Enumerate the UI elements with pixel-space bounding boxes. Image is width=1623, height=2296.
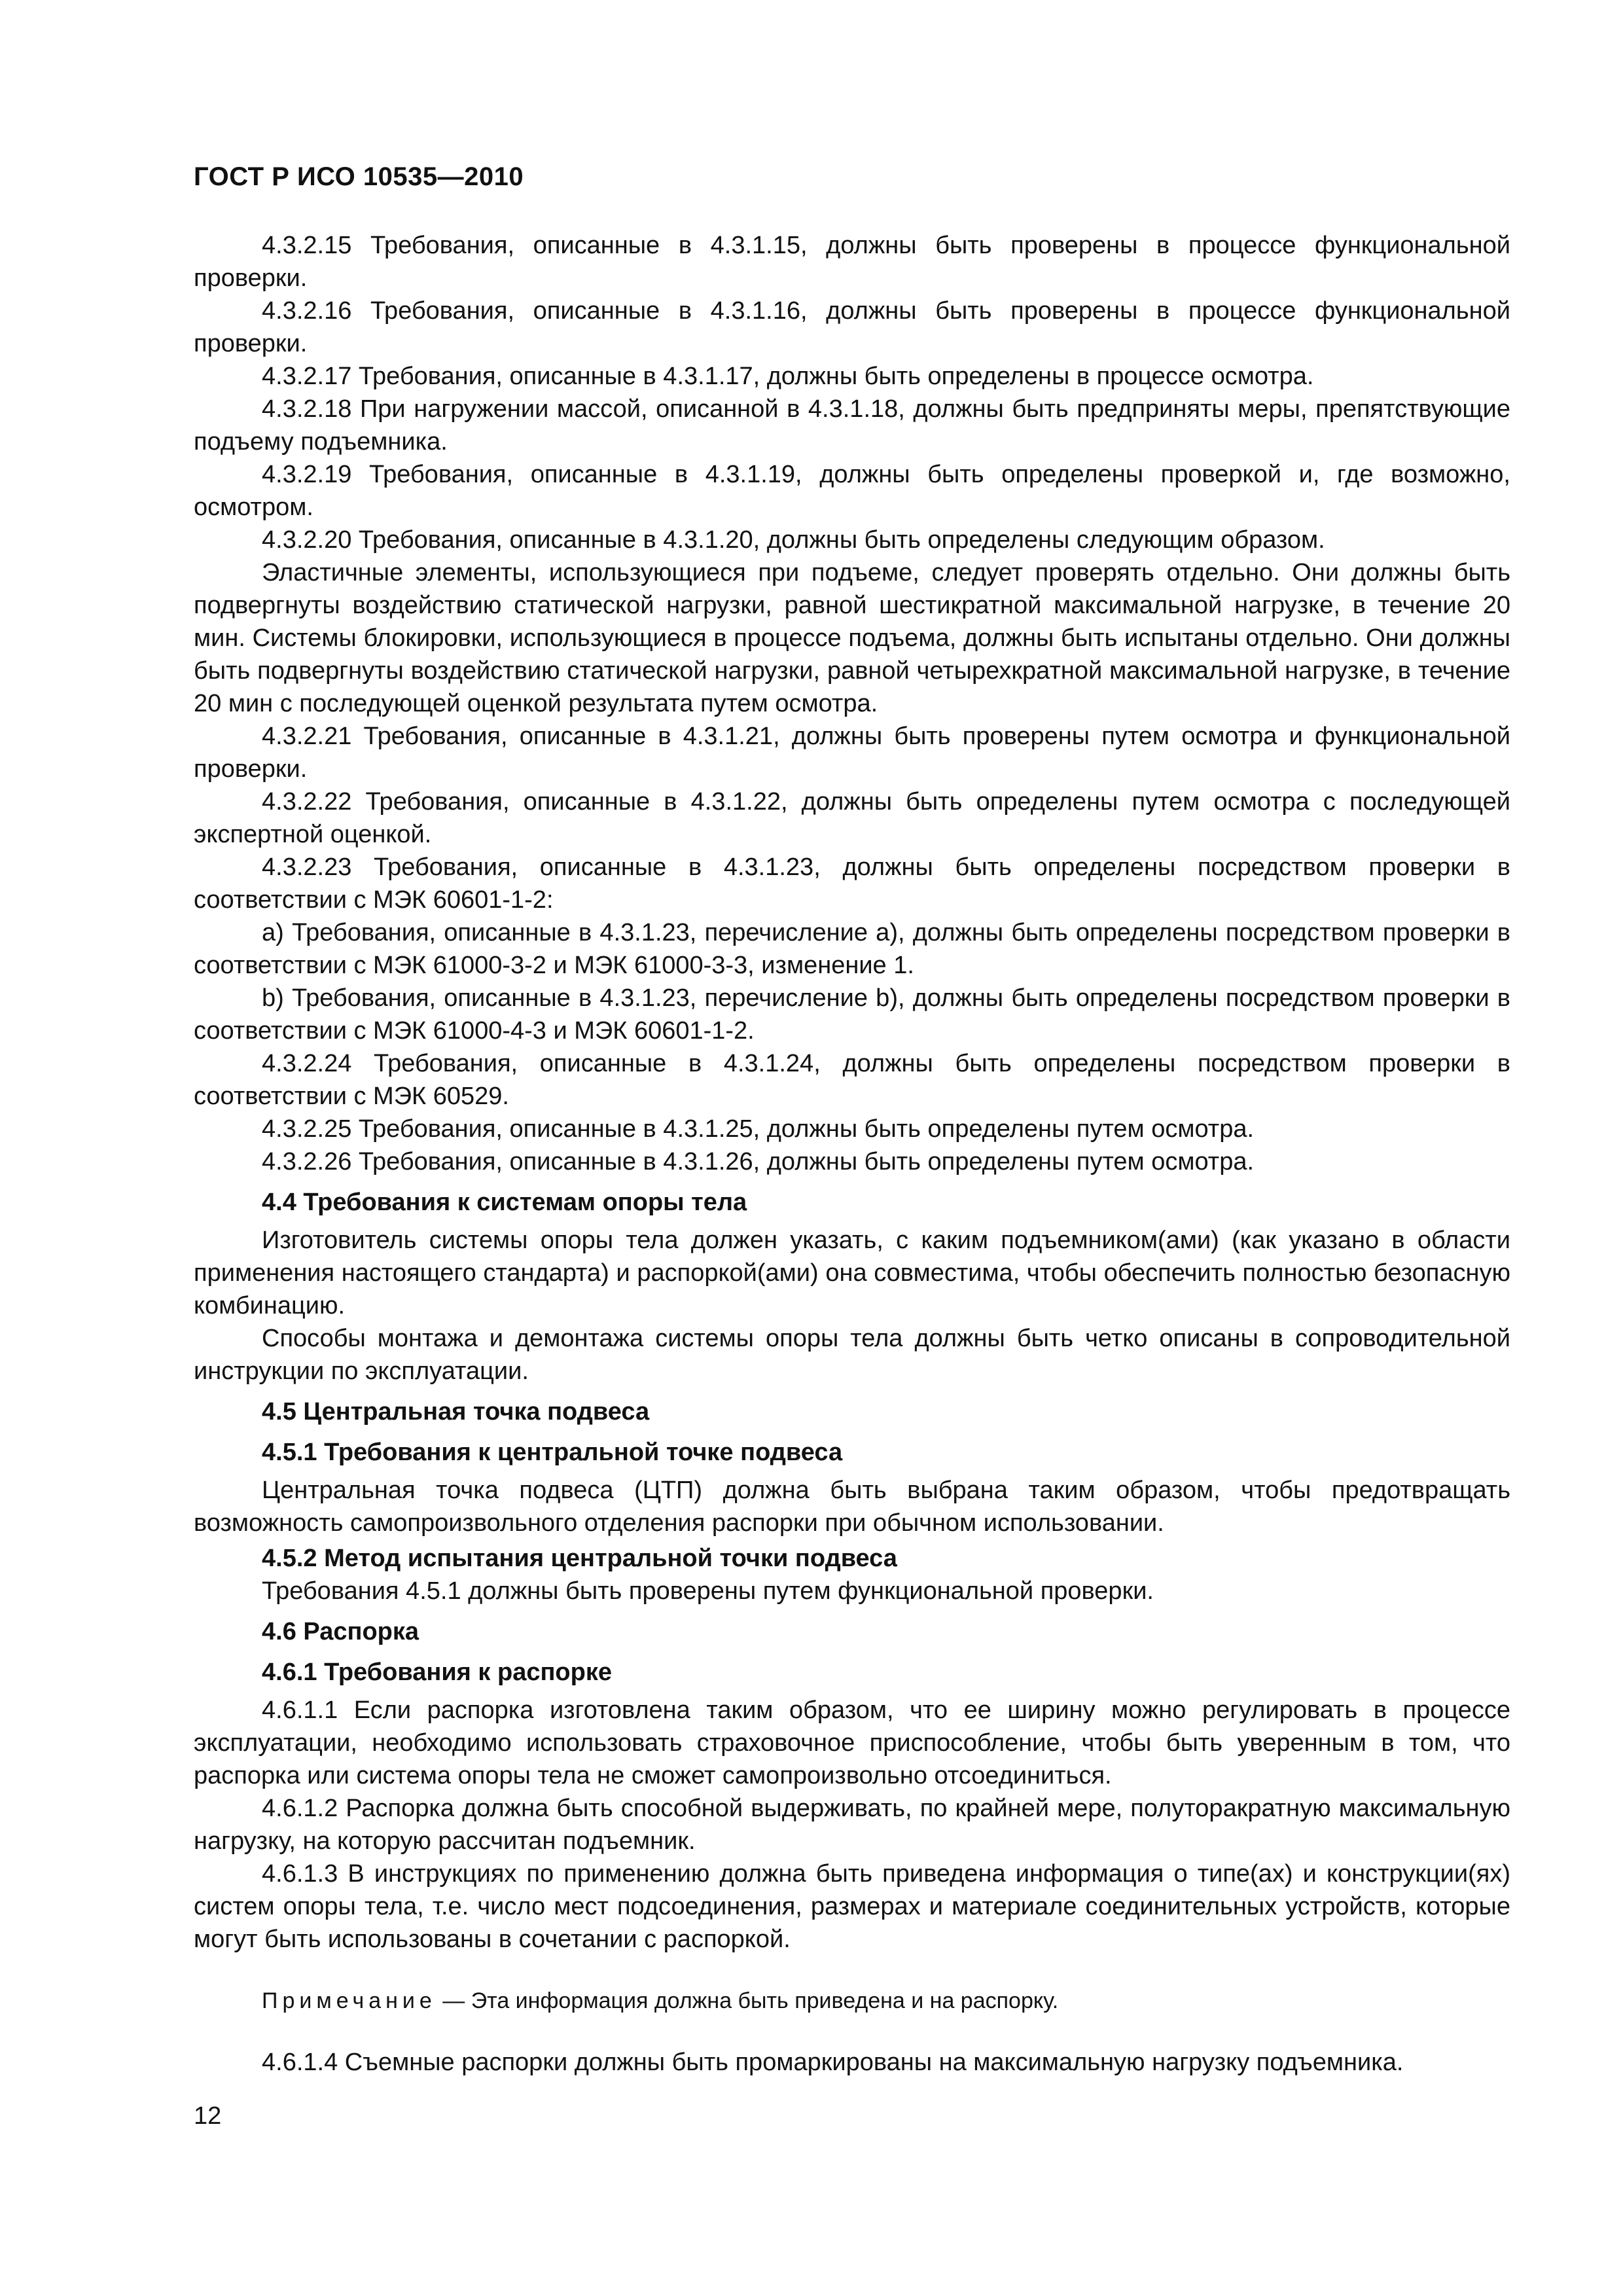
- paragraph-4-3-2-25: 4.3.2.25 Требования, описанные в 4.3.1.25, должны быть определены путем осмотра.: [262, 1115, 1255, 1143]
- heading-4-5-2: 4.5.2 Метод испытания центральной точки подвеса: [262, 1545, 897, 1572]
- paragraph-4-3-2-17: 4.3.2.17 Требования, описанные в 4.3.1.17, должны быть определены в процессе осмотра.: [262, 363, 1314, 390]
- paragraph-4-6-1-3: 4.6.1.3 В инструкциях по применению должна быть приведена информация о типе(ах) и конструкции(ях) систем опоры тела, т.е. число мест подсоединения, размерах и материале соединительных устройств, которые могут быть использованы в сочетании с распоркой.: [194, 1860, 1510, 1953]
- paragraph-elastic-elements: Эластичные элементы, использующиеся при подъеме, следует проверять отдельно. Они должны быть подвергнуты воздействию статической нагрузки, равной шестикратной максимальной нагрузке, в течение 20 мин. Системы блокировки, использующиеся в процессе подъема, должны быть испытаны отдельно. Они должны быть подвергнуты воздействию статической нагрузки, равной четырехкратной максимальной нагрузке, в течение 20 мин с последующей оценкой результата путем осмотра.: [194, 559, 1510, 717]
- list-item-b: b) Требования, описанные в 4.3.1.23, перечисление b), должны быть определены посредством проверки в соответствии с МЭК 61000-4-3 и МЭК 60601-1-2.: [194, 984, 1510, 1045]
- paragraph-4-3-2-21: 4.3.2.21 Требования, описанные в 4.3.1.21, должны быть проверены путем осмотра и функциональной проверки.: [194, 723, 1510, 783]
- paragraph-4-3-2-22: 4.3.2.22 Требования, описанные в 4.3.1.22, должны быть определены путем осмотра с последующей экспертной оценкой.: [194, 788, 1510, 848]
- paragraph-4-3-2-16: 4.3.2.16 Требования, описанные в 4.3.1.16, должны быть проверены в процессе функциональной проверки.: [194, 297, 1510, 357]
- paragraph-4-3-2-26: 4.3.2.26 Требования, описанные в 4.3.1.26, должны быть определены путем осмотра.: [262, 1148, 1255, 1175]
- paragraph-4-3-2-24: 4.3.2.24 Требования, описанные в 4.3.1.24, должны быть определены посредством проверки в соответствии с МЭК 60529.: [194, 1050, 1510, 1110]
- paragraph-4-3-2-15: 4.3.2.15 Требования, описанные в 4.3.1.15, должны быть проверены в процессе функциональной проверки.: [194, 232, 1510, 292]
- paragraph-4-3-2-20: 4.3.2.20 Требования, описанные в 4.3.1.20, должны быть определены следующим образом.: [262, 526, 1325, 554]
- document-body: [194, 229, 1510, 2079]
- note-label: Примечание: [262, 1988, 437, 2013]
- paragraph-4-6-1-4: 4.6.1.4 Съемные распорки должны быть промаркированы на максимальную нагрузку подъемника.: [262, 2049, 1404, 2076]
- paragraph-4-3-2-18: 4.3.2.18 При нагружении массой, описанной в 4.3.1.18, должны быть предприняты меры, препятствующие подъему подъемника.: [194, 395, 1510, 456]
- note: [194, 1984, 1510, 2017]
- heading-4-4: 4.4 Требования к системам опоры тела: [262, 1189, 747, 1216]
- paragraph-4-6-1-1: 4.6.1.1 Если распорка изготовлена таким образом, что ее ширину можно регулировать в процессе эксплуатации, необходимо использовать страховочное приспособление, чтобы быть уверенным в том, что распорка или система опоры тела не сможет самопроизвольно отсоединиться.: [194, 1696, 1510, 1789]
- heading-4-6: 4.6 Распорка: [262, 1618, 419, 1645]
- paragraph-4-5-1: Центральная точка подвеса (ЦТП) должна быть выбрана таким образом, чтобы предотвращать возможность самопроизвольного отделения распорки при обычном использовании.: [194, 1477, 1510, 1537]
- paragraph-4-6-1-2: 4.6.1.2 Распорка должна быть способной выдерживать, по крайней мере, полуторакратную максимальную нагрузку, на которую рассчитан подъемник.: [194, 1795, 1510, 1855]
- heading-4-6-1: 4.6.1 Требования к распорке: [262, 1659, 612, 1686]
- heading-4-5-1: 4.5.1 Требования к центральной точке подвеса: [262, 1439, 843, 1466]
- paragraph-4-5-2: Требования 4.5.1 должны быть проверены путем функциональной проверки.: [262, 1577, 1154, 1605]
- note-text: — Эта информация должна быть приведена и на распорку.: [436, 1988, 1059, 2013]
- paragraph-4-4-2: Способы монтажа и демонтажа системы опоры тела должны быть четко описаны в сопроводительной инструкции по эксплуатации.: [194, 1325, 1510, 1385]
- list-item-a: a) Требования, описанные в 4.3.1.23, перечисление а), должны быть определены посредством проверки в соответствии с МЭК 61000-3-2 и МЭК 61000-3-3, изменение 1.: [194, 919, 1510, 979]
- paragraph-4-4-1: Изготовитель системы опоры тела должен указать, с каким подъемником(ами) (как указано в области применения настоящего стандарта) и распоркой(ами) она совместима, чтобы обеспечить полностью безопасную комбинацию.: [194, 1227, 1510, 1319]
- heading-4-5: 4.5 Центральная точка подвеса: [262, 1398, 650, 1426]
- paragraph-4-3-2-19: 4.3.2.19 Требования, описанные в 4.3.1.19, должны быть определены проверкой и, где возможно, осмотром.: [194, 461, 1510, 521]
- document-header: ГОСТ Р ИСО 10535—2010: [194, 162, 524, 191]
- paragraph-4-3-2-23: 4.3.2.23 Требования, описанные в 4.3.1.23, должны быть определены посредством проверки в соответствии с МЭК 60601-1-2:: [194, 853, 1510, 914]
- page-number: 12: [194, 2102, 222, 2130]
